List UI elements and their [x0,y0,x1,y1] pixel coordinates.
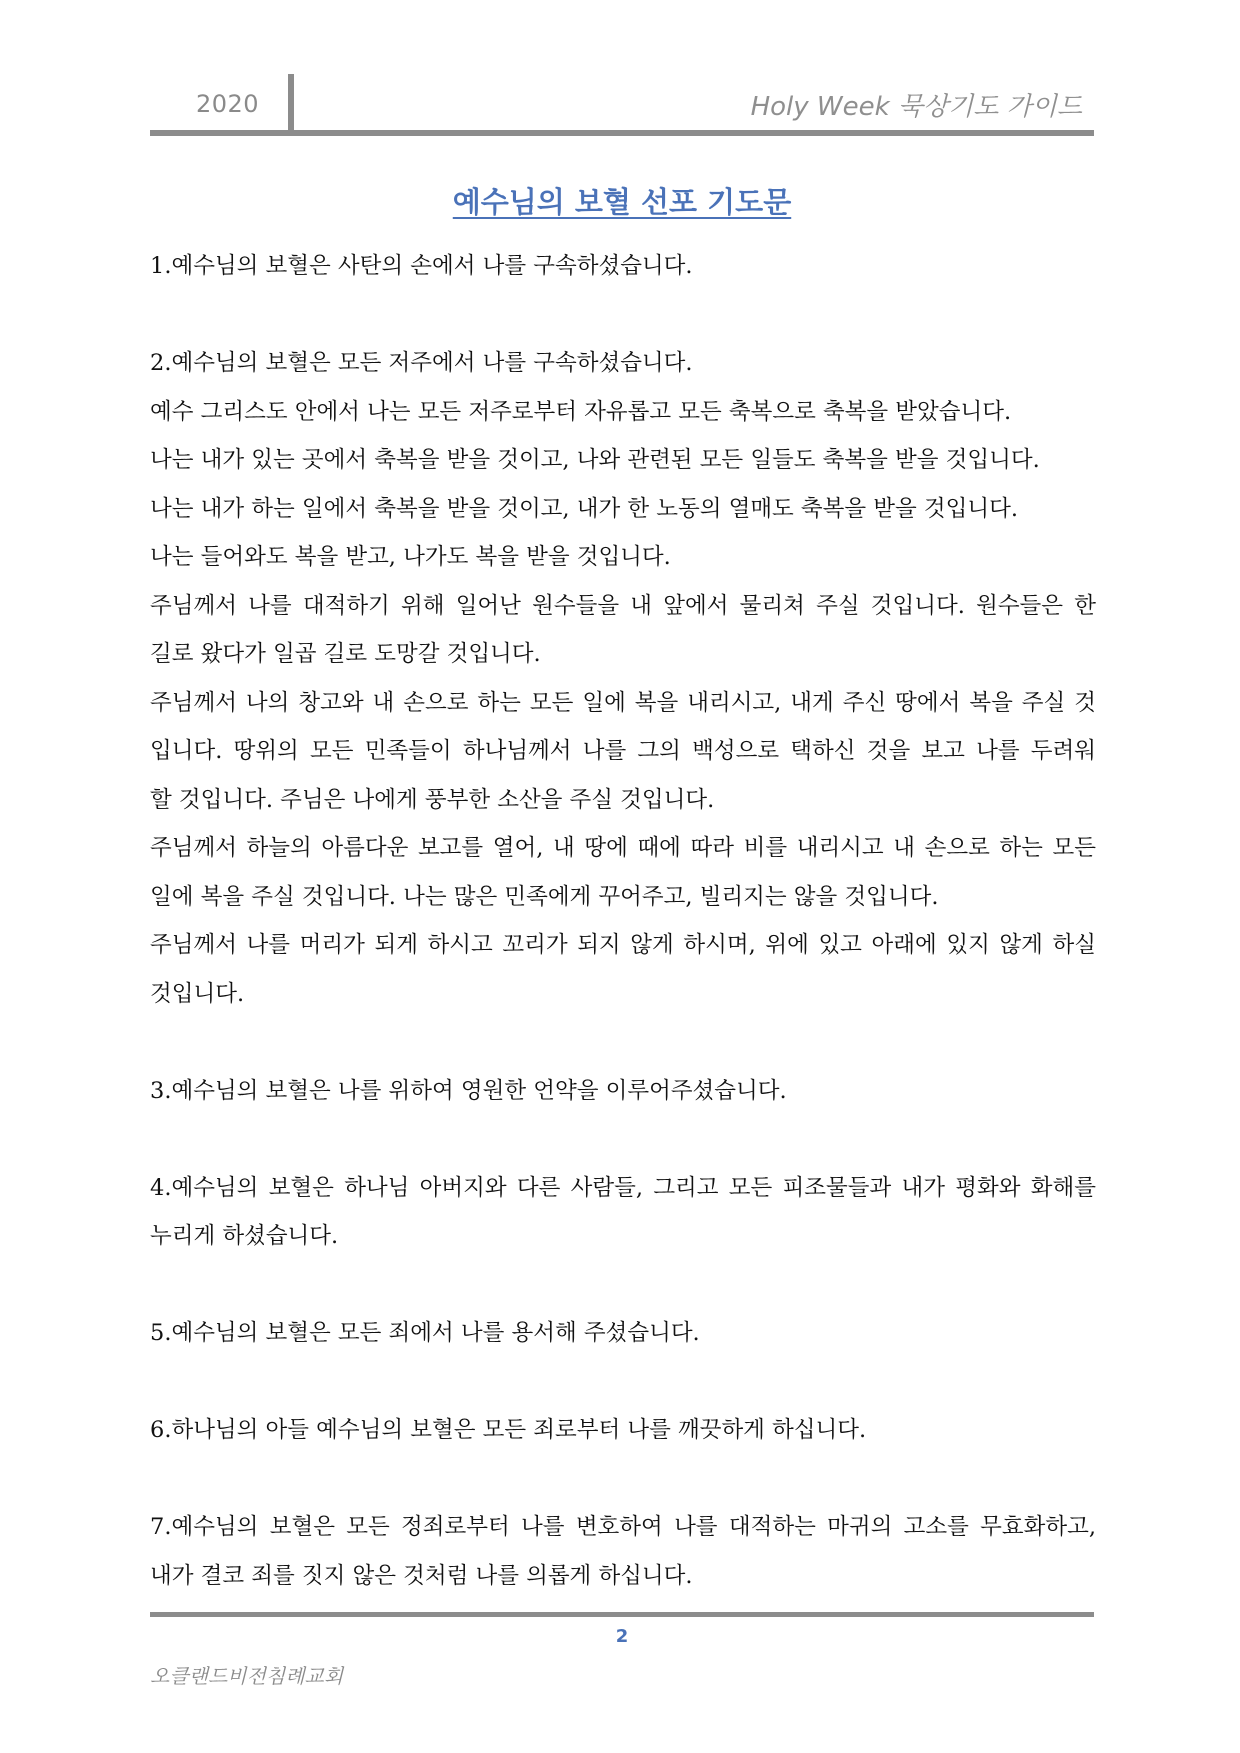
paragraph-line: 누리게 하셨습니다. [150,1223,339,1249]
paragraph-line: 예수 그리스도 안에서 나는 모든 저주로부터 자유롭고 모든 축복으로 축복을 받았습니다. [150,398,1012,425]
paragraph-line: 4.예수님의 보혈은 하나님 아버지와 다른 사람들, 그리고 모든 피조물들과 내가 평화와 화해를 [150,1174,1096,1201]
paragraph-line: 일에 복을 주실 것입니다. 나는 많은 민족에게 꾸어주고, 빌리지는 않을 것입니다. [150,883,939,910]
header-divider [288,74,294,132]
paragraph-line: 것입니다. [150,980,245,1007]
page-number: 2 [615,1626,629,1647]
paragraph-line: 2.예수님의 보혈은 모든 저주에서 나를 구속하셨습니다. [150,350,693,376]
paragraph-line: 주님께서 하늘의 아름다운 보고를 열어, 내 땅에 때에 따라 비를 내리시고 내 손으로 하는 모든 [150,835,1096,861]
blank-line [150,1261,1096,1310]
blank-line [150,1455,1096,1504]
header-year: 2020 [196,90,260,118]
paragraph-line: 입니다. 땅위의 모든 민족들이 하나님께서 나를 그의 백성으로 택하신 것을 보고 나를 두려워 [150,738,1096,764]
paragraph-line: 주님께서 나를 머리가 되게 하시고 꼬리가 되지 않게 하시며, 위에 있고 아래에 있지 않게 하실 [150,932,1096,958]
paragraph-line: 주님께서 나를 대적하기 위해 일어난 원수들을 내 앞에서 물리쳐 주실 것입니다. 원수들은 한 [150,592,1096,619]
header-rule [150,130,1094,136]
paragraph-line: 나는 내가 하는 일에서 축복을 받을 것이고, 내가 한 노동의 열매도 축복을 받을 것입니다. [150,495,1019,522]
page-header [150,70,1094,136]
paragraph-line: 길로 왔다가 일곱 길로 도망갈 것입니다. [150,641,541,667]
paragraph-line: 7.예수님의 보혈은 모든 정죄로부터 나를 변호하여 나를 대적하는 마귀의 고소를 무효화하고, [150,1514,1096,1540]
footer-church-name: 오클랜드비전침례교회 [150,1664,344,1688]
header-title: Holy Week 묵상기도 가이드 [750,92,1082,122]
paragraph-line: 6.하나님의 아들 예수님의 보혈은 모든 죄로부터 나를 깨끗하게 하십니다. [150,1417,867,1443]
blank-line [150,1018,1096,1067]
paragraph-line: 5.예수님의 보혈은 모든 죄에서 나를 용서해 주셨습니다. [150,1320,700,1346]
paragraph-line: 할 것입니다. 주님은 나에게 풍부한 소산을 주실 것입니다. [150,786,715,813]
blank-line [150,291,1096,340]
paragraph-line: 3.예수님의 보혈은 나를 위하여 영원한 언약을 이루어주셨습니다. [150,1077,787,1104]
footer-rule [150,1612,1094,1617]
paragraph-line: 주님께서 나의 창고와 내 손으로 하는 모든 일에 복을 내리시고, 내게 주신 땅에서 복을 주실 것 [150,689,1096,716]
paragraph-line: 나는 들어와도 복을 받고, 나가도 복을 받을 것입니다. [150,544,671,570]
paragraph-line: 나는 내가 있는 곳에서 축복을 받을 것이고, 나와 관련된 모든 일들도 축복을 받을 것입니다. [150,447,1040,473]
paragraph-line: 내가 결코 죄를 짓지 않은 것처럼 나를 의롭게 하십니다. [150,1562,693,1589]
document-title: 예수님의 보혈 선포 기도문 [452,185,792,219]
document-body [150,242,1096,1600]
blank-line [150,1358,1096,1407]
paragraph-line: 1.예수님의 보혈은 사탄의 손에서 나를 구속하셨습니다. [150,253,693,279]
blank-line [150,1115,1096,1164]
